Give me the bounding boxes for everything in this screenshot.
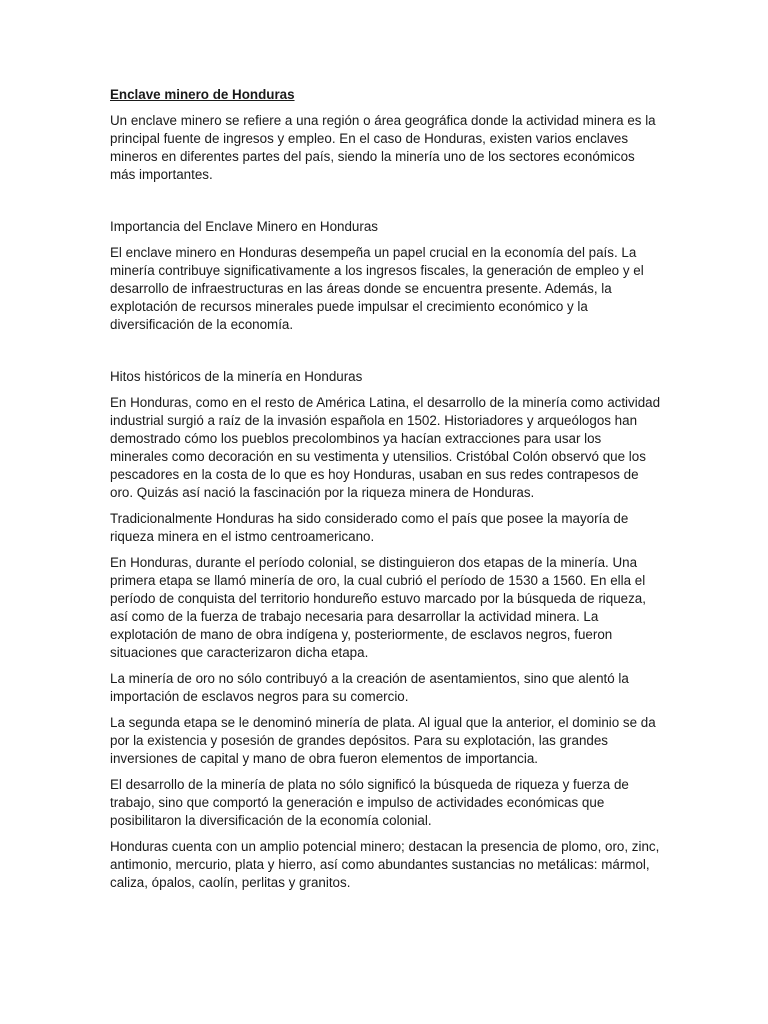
- document-title: Enclave minero de Honduras: [110, 87, 295, 102]
- hitos-paragraph-2: Tradicionalmente Honduras ha sido considerado como el país que posee la mayoría de riqueza minera en el istmo centroamericano.: [110, 511, 629, 544]
- section-heading-hitos: Hitos históricos de la minería en Honduras: [110, 369, 363, 384]
- section-heading-importancia: Importancia del Enclave Minero en Honduras: [110, 219, 378, 234]
- document-page: [110, 86, 662, 900]
- hitos-paragraph-7: Honduras cuenta con un amplio potencial minero; destacan la presencia de plomo, oro, zinc, antimonio, mercurio, plata y hierro, así como abundantes sustancias no metálicas: mármol, caliza, ópalos, caolín, perlitas y granitos.: [110, 839, 660, 890]
- section-spacer: [110, 342, 662, 368]
- intro-paragraph: Un enclave minero se refiere a una región o área geográfica donde la actividad minera es la principal fuente de ingresos y empleo. En el caso de Honduras, existen varios enclaves mineros en diferentes partes del país, siendo la minería uno de los sectores económicos más importantes.: [110, 113, 656, 182]
- hitos-paragraph-6: El desarrollo de la minería de plata no sólo significó la búsqueda de riqueza y fuerza de trabajo, sino que comportó la generación e impulso de actividades económicas que posibilitaron la diversificación de la economía colonial.: [110, 777, 629, 828]
- hitos-paragraph-3: En Honduras, durante el período colonial, se distinguieron dos etapas de la minería. Una primera etapa se llamó minería de oro, la cual cubrió el período de 1530 a 1560. En ella el período de conquista del territorio hondureño estuvo marcado por la búsqueda de riqueza, así como de la fuerza de trabajo necesaria para desarrollar la actividad minera. La explotación de mano de obra indígena y, posteriormente, de esclavos negros, fueron situaciones que caracterizaron dicha etapa.: [110, 555, 646, 660]
- hitos-paragraph-1: En Honduras, como en el resto de América Latina, el desarrollo de la minería como actividad industrial surgió a raíz de la invasión española en 1502. Historiadores y arqueólogos han demostrado cómo los pueblos precolombinos ya hacían extracciones para usar los minerales como decoración en su vestimenta y utensilios. Cristóbal Colón observó que los pescadores en la costa de lo que es hoy Honduras, usaban en sus redes contrapesos de oro. Quizás así nació la fascinación por la riqueza minera de Honduras.: [110, 395, 661, 500]
- hitos-paragraph-4: La minería de oro no sólo contribuyó a la creación de asentamientos, sino que alentó la importación de esclavos negros para su comercio.: [110, 671, 629, 704]
- section-spacer: [110, 192, 662, 218]
- importancia-paragraph: El enclave minero en Honduras desempeña un papel crucial en la economía del país. La minería contribuye significativamente a los ingresos fiscales, la generación de empleo y el desarrollo de infraestructuras en las áreas donde se encuentra presente. Además, la explotación de recursos minerales puede impulsar el crecimiento económico y la diversificación de la economía.: [110, 245, 644, 332]
- hitos-paragraph-5: La segunda etapa se le denominó minería de plata. Al igual que la anterior, el dominio se da por la existencia y posesión de grandes depósitos. Para su explotación, las grandes inversiones de capital y mano de obra fueron elementos de importancia.: [110, 715, 656, 766]
